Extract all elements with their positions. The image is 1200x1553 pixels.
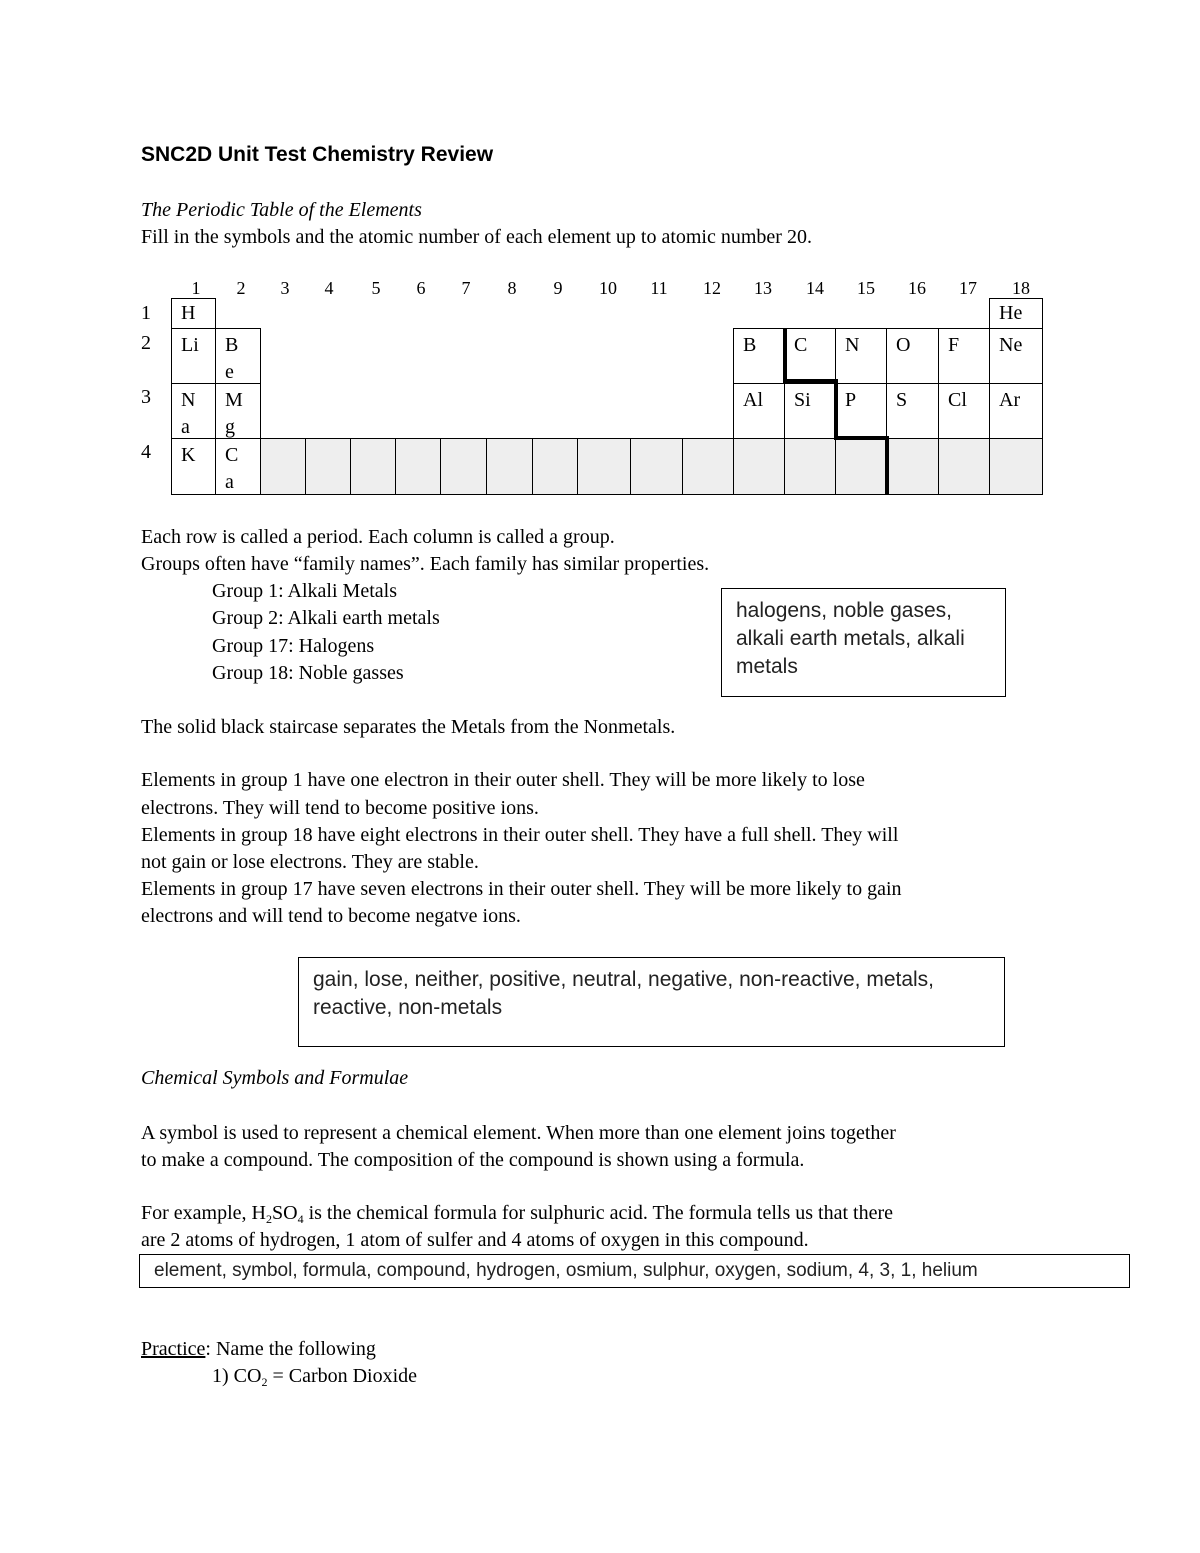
practice-item-subscript: 2 (261, 1375, 268, 1389)
element-cell-C: C (784, 328, 836, 384)
group-number: 12 (703, 278, 721, 298)
group-2-note: Group 2: Alkali earth metals (212, 607, 440, 629)
formula-subscript: 4 (297, 1212, 304, 1226)
practice-item-answer: = Carbon Dioxide (267, 1365, 418, 1387)
example-suffix: is the chemical formula for sulphuric acid. The formula tells us that there (303, 1202, 894, 1224)
group-number: 17 (959, 278, 977, 298)
group-17-note: Group 17: Halogens (212, 635, 375, 657)
formula-part: H (251, 1202, 266, 1224)
word-bank-text: halogens, noble gases, alkali earth metals, alkali metals (736, 599, 965, 678)
metal-nonmetal-staircase (0, 0, 1200, 520)
group-number: 16 (908, 278, 926, 298)
element-symbol: Mg (225, 389, 243, 438)
staircase-note: The solid black staircase separates the Metals from the Nonmetals. (141, 716, 676, 738)
element-cell-P: P (835, 383, 887, 439)
group-number: 10 (599, 278, 617, 298)
page-title: SNC2D Unit Test Chemistry Review (141, 143, 494, 166)
group18-paragraph-line1: Elements in group 18 have eight electrons in their outer shell. They have a full shell. They will (141, 824, 899, 846)
word-bank-formulae (139, 1254, 1130, 1288)
period-number: 2 (141, 332, 151, 354)
period-group-note: Each row is called a period. Each column is called a group. (141, 526, 615, 548)
element-cell-Si: Si (784, 383, 836, 439)
practice-heading (141, 1336, 376, 1363)
element-cell-K: K (171, 438, 216, 495)
word-bank-reactivity (298, 957, 1005, 1047)
periodic-table-instruction: Fill in the symbols and the atomic number of each element up to atomic number 20. (141, 226, 812, 248)
element-cell-N: N (835, 328, 887, 384)
element-cell-Li: Li (171, 328, 216, 384)
group-1-note: Group 1: Alkali Metals (212, 580, 397, 602)
group-number: 6 (416, 278, 426, 298)
period-number: 4 (141, 441, 151, 463)
example-line2: are 2 atoms of hydrogen, 1 atom of sulfer and 4 atoms of oxygen in this compound. (141, 1229, 809, 1251)
group-number: 14 (806, 278, 824, 298)
element-cell-S: S (886, 383, 939, 439)
section-heading-symbols: Chemical Symbols and Formulae (141, 1067, 409, 1089)
group-number: 3 (280, 278, 290, 298)
group-number: 2 (236, 278, 246, 298)
group-number: 11 (650, 278, 668, 298)
group17-paragraph-line2: electrons and will tend to become negatve ions. (141, 905, 521, 927)
element-cell-Ne: Ne (989, 328, 1043, 384)
group-number: 15 (857, 278, 875, 298)
group-number: 5 (371, 278, 381, 298)
group-number: 9 (553, 278, 563, 298)
element-cell-O: O (886, 328, 939, 384)
element-cell-Ar: Ar (989, 383, 1043, 439)
element-symbol: Ca (225, 444, 239, 493)
practice-label: Practice (141, 1338, 206, 1360)
word-bank-text: element, symbol, formula, compound, hydrogen, osmium, sulphur, oxygen, sodium, 4, 3, 1, helium (154, 1260, 978, 1281)
group18-paragraph-line2: not gain or lose electrons. They are stable. (141, 851, 479, 873)
element-cell-F: F (938, 328, 990, 384)
group1-paragraph-line2: electrons. They will tend to become positive ions. (141, 797, 539, 819)
example-line1 (141, 1200, 893, 1227)
group17-paragraph-line1: Elements in group 17 have seven electrons in their outer shell. They will be more likely to gain (141, 878, 902, 900)
periodic-table (0, 0, 1200, 520)
section-heading-periodic-table: The Periodic Table of the Elements (141, 199, 422, 221)
group-number: 13 (754, 278, 772, 298)
period-number: 1 (141, 302, 151, 324)
element-cell-B: B (733, 328, 785, 384)
group-number: 1 (191, 278, 201, 298)
word-bank-families (721, 588, 1006, 697)
group-18-note: Group 18: Noble gasses (212, 662, 404, 684)
example-prefix: For example, (141, 1202, 252, 1224)
group-number: 18 (1012, 278, 1030, 298)
group-number: 4 (324, 278, 334, 298)
period-number: 3 (141, 386, 151, 408)
element-cell-He: He (989, 298, 1043, 329)
group-number: 7 (461, 278, 471, 298)
group-number: 8 (507, 278, 517, 298)
practice-item-prefix: 1) CO (212, 1365, 262, 1387)
symbols-paragraph-line1: A symbol is used to represent a chemical element. When more than one element joins together (141, 1122, 896, 1144)
group1-paragraph-line1: Elements in group 1 have one electron in their outer shell. They will be more likely to lose (141, 769, 865, 791)
symbols-paragraph-line2: to make a compound. The composition of the compound is shown using a formula. (141, 1149, 805, 1171)
formula-part: SO (271, 1202, 298, 1224)
element-symbol: Be (225, 334, 239, 383)
element-cell-Al: Al (733, 383, 785, 439)
element-cell-Cl: Cl (938, 383, 990, 439)
formula-subscript: 2 (265, 1212, 272, 1226)
family-names-note: Groups often have “family names”. Each family has similar properties. (141, 553, 710, 575)
practice-item-1 (212, 1363, 417, 1390)
practice-instruction: : Name the following (205, 1338, 376, 1360)
element-cell-H: H (171, 298, 216, 329)
word-bank-text: gain, lose, neither, positive, neutral, negative, non-reactive, metals, reactive, non-metals (313, 968, 935, 1019)
element-symbol: Na (181, 389, 196, 438)
